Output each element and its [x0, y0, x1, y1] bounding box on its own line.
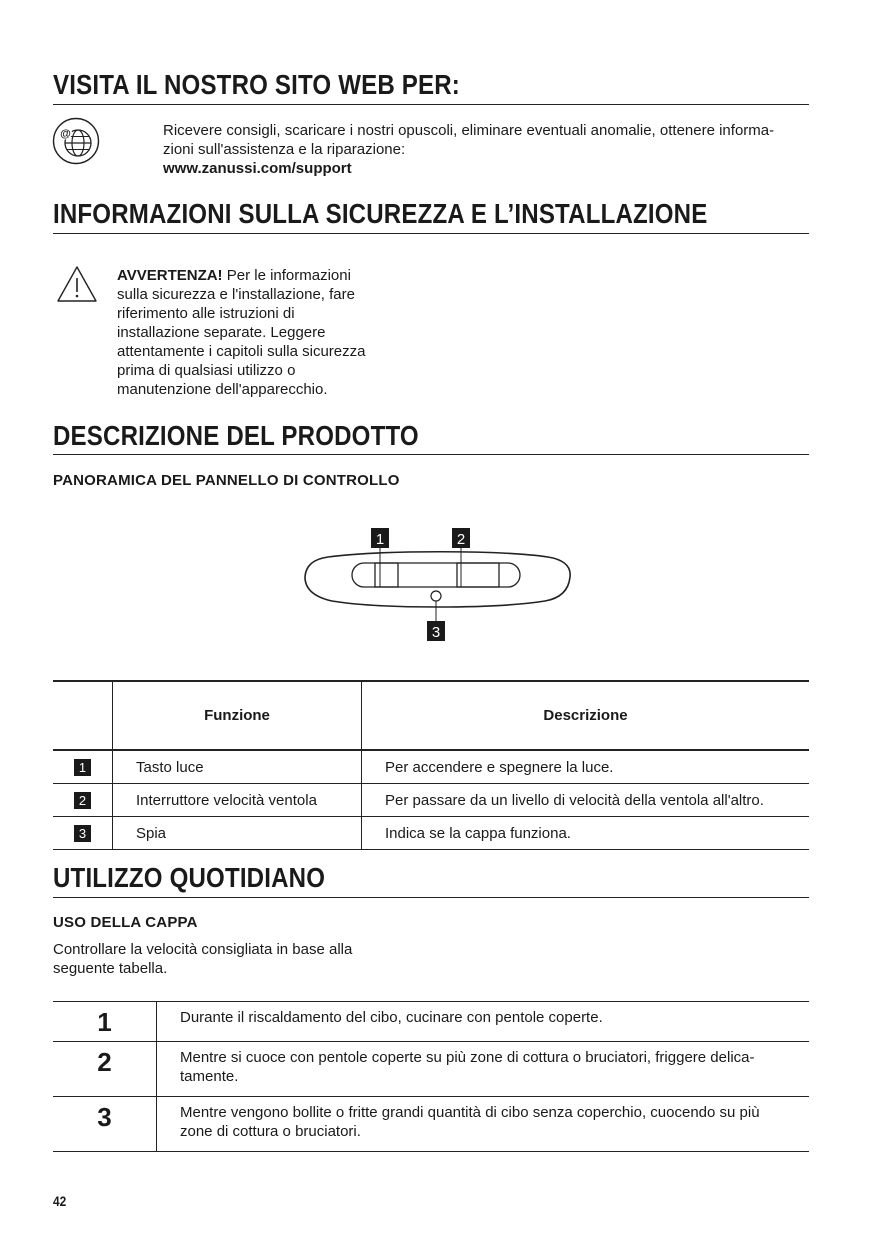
control-panel-diagram	[300, 525, 575, 645]
header-empty	[53, 681, 113, 750]
row-function: Interruttore velocità ventola	[113, 784, 362, 817]
hood-use-intro	[53, 940, 413, 978]
diagram-label-3	[427, 621, 445, 641]
speed-description-line: tamente.	[180, 1068, 239, 1085]
speed-description-line: Mentre si cuoce con pentole coperte su più zone di cottura o bruciatori, friggere delica-	[180, 1049, 755, 1066]
speed-level: 1	[53, 1002, 157, 1042]
row-function: Tasto luce	[113, 750, 362, 784]
row-description: Indica se la cappa funziona.	[362, 817, 810, 850]
divider	[53, 454, 809, 455]
diagram-label-1	[371, 528, 389, 548]
globe-at-icon	[52, 117, 100, 165]
diagram-label-2	[452, 528, 470, 548]
divider	[53, 233, 809, 234]
table-row	[53, 750, 809, 784]
hood-use-subheading: USO DELLA CAPPA	[53, 914, 198, 931]
warning-label: AVVERTENZA!	[117, 267, 223, 284]
speed-table	[53, 1001, 809, 1152]
warning-triangle-icon	[56, 265, 98, 303]
page-number: 42	[53, 1193, 67, 1209]
product-heading: DESCRIZIONE DEL PRODOTTO	[53, 420, 419, 451]
control-panel-table	[53, 680, 809, 850]
warning-text: prima di qualsiasi utilizzo o	[117, 362, 296, 379]
speed-level: 3	[53, 1097, 157, 1152]
intro-line: Controllare la velocità consigliata in base alla	[53, 941, 353, 958]
divider	[53, 897, 809, 898]
speed-row	[53, 1042, 809, 1097]
warning-text: sulla sicurezza e l'installazione, fare	[117, 286, 355, 303]
daily-use-heading: UTILIZZO QUOTIDIANO	[53, 862, 326, 893]
diagram-label-3-text: 3	[431, 624, 441, 641]
visit-heading: VISITA IL NOSTRO SITO WEB PER:	[53, 69, 460, 100]
safety-warning	[117, 266, 407, 399]
speed-description	[157, 1097, 810, 1152]
speed-level: 2	[53, 1042, 157, 1097]
row-description: Per passare da un livello di velocità della ventola all'altro.	[362, 784, 810, 817]
row-function: Spia	[113, 817, 362, 850]
intro-line: seguente tabella.	[53, 960, 168, 977]
row-number-badge: 1	[74, 759, 91, 776]
visit-text	[163, 121, 813, 178]
speed-row	[53, 1002, 809, 1042]
support-link[interactable]: www.zanussi.com/support	[163, 160, 352, 177]
row-number-badge: 2	[74, 792, 91, 809]
speed-description	[157, 1042, 810, 1097]
control-panel-subheading: PANORAMICA DEL PANNELLO DI CONTROLLO	[53, 472, 400, 489]
speed-description-line: Durante il riscaldamento del cibo, cucinare con pentole coperte.	[180, 1009, 603, 1026]
warning-text: attentamente i capitoli sulla sicurezza	[117, 343, 366, 360]
speed-row	[53, 1097, 809, 1152]
safety-heading: INFORMAZIONI SULLA SICUREZZA E L’INSTALLAZIONE	[53, 198, 708, 229]
header-function: Funzione	[113, 681, 362, 750]
visit-text-line: zioni sull'assistenza e la riparazione:	[163, 141, 406, 158]
svg-text:@: @	[60, 128, 71, 140]
diagram-label-2-text: 2	[456, 531, 466, 548]
warning-text: installazione separate. Leggere	[117, 324, 326, 341]
row-number-badge: 3	[74, 825, 91, 842]
visit-text-line: Ricevere consigli, scaricare i nostri opuscoli, eliminare eventuali anomalie, ottenere informa-	[163, 122, 775, 139]
warning-text: Per le informazioni	[222, 267, 351, 284]
table-row	[53, 784, 809, 817]
warning-text: riferimento alle istruzioni di	[117, 305, 295, 322]
header-description: Descrizione	[362, 681, 810, 750]
speed-description	[157, 1002, 810, 1042]
speed-description-line: Mentre vengono bollite o fritte grandi quantità di cibo senza coperchio, cuocendo su più	[180, 1104, 760, 1121]
table-header-row	[53, 681, 809, 750]
warning-text: manutenzione dell'apparecchio.	[117, 381, 328, 398]
table-row	[53, 817, 809, 850]
diagram-label-1-text: 1	[375, 531, 385, 548]
divider	[53, 104, 809, 105]
row-description: Per accendere e spegnere la luce.	[362, 750, 810, 784]
speed-description-line: zone di cottura o bruciatori.	[180, 1123, 361, 1140]
